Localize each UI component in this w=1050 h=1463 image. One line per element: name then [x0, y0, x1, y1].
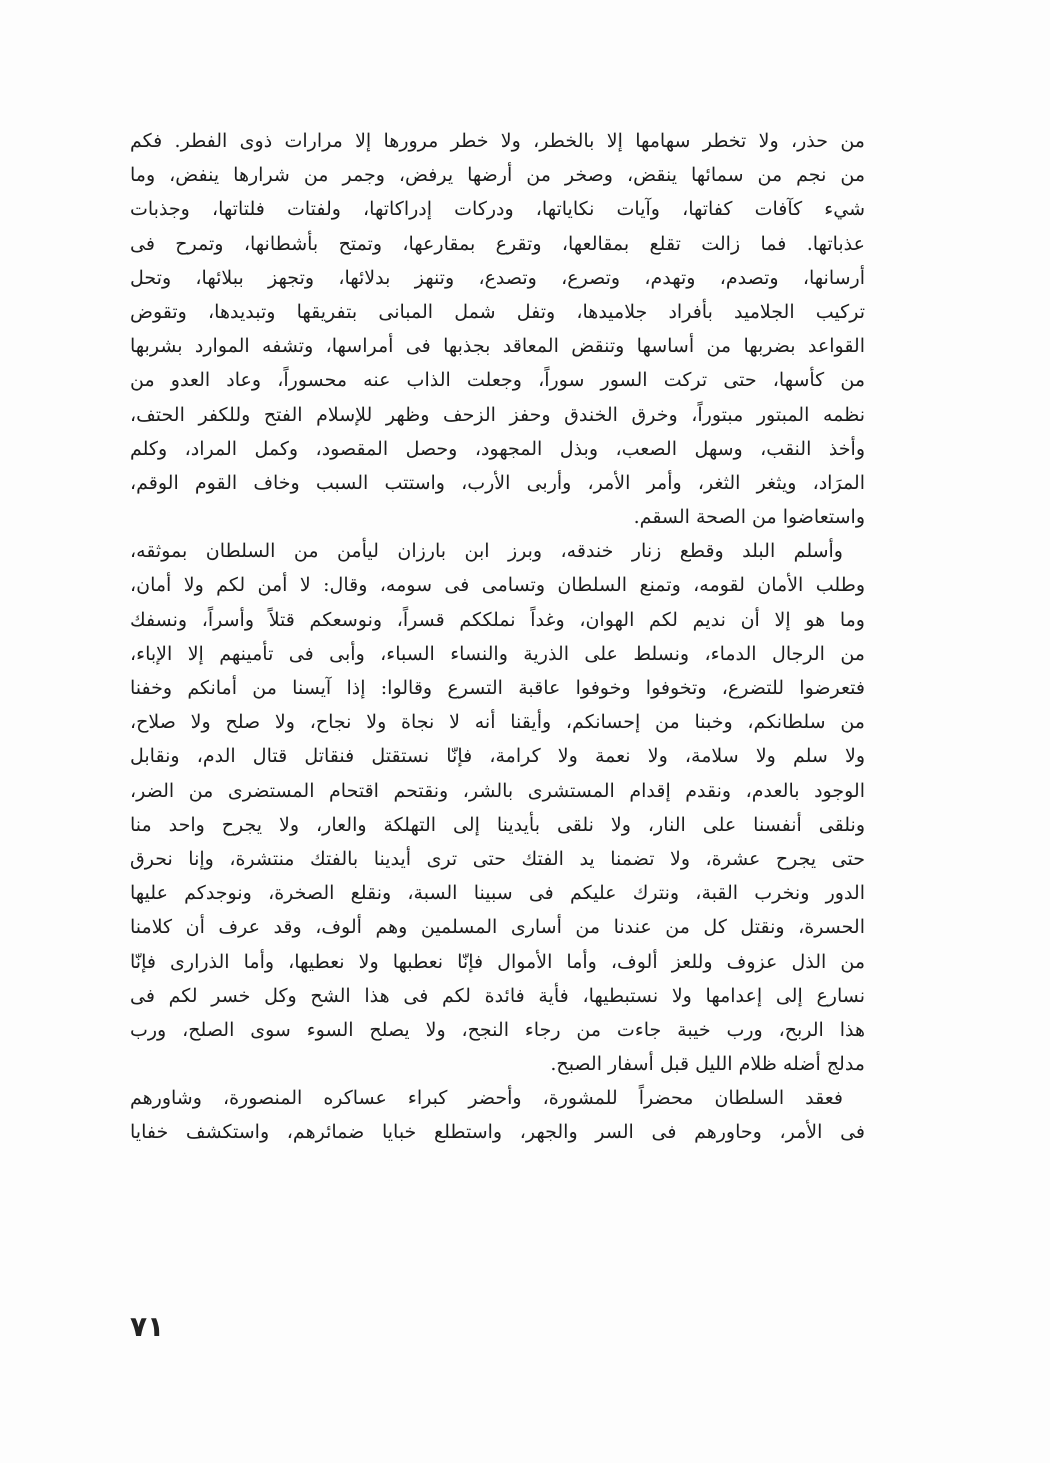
text-line: الوجود بالعدم، ونقدم إقدام المستشرى بالشر، ونقتحم اقتحام المستضرى من الضر،	[130, 779, 865, 802]
text-line: فى الأمر، وحاورهم فى السر والجهر، واستطلع خبايا ضمائرهم، واستكشف خفايا	[130, 1121, 865, 1144]
body-text	[130, 124, 865, 1150]
text-line: واستعاضوا من الصحة السقم.	[633, 506, 865, 529]
text-line: مدلج أضله ظلام الليل قبل أسفار الصبح.	[550, 1053, 865, 1076]
text-line: حتى يجرح عشرة، ولا تضمنا يد الفتك حتى ترى أيدينا بالفتك منتشرة، وإنا نحرق	[130, 847, 865, 870]
text-line: أرسانها، وتصدم، وتهدم، وتصرع، وتصدع، وتنهز بدلائها، وتجهز ببلائها، وتحل	[130, 266, 865, 289]
text-line: ولا سلم ولا سلامة، ولا نعمة ولا كرامة، فإنّا نستقتل فنقاتل قتال الدم، ونقابل	[130, 745, 865, 768]
text-line: وأخذ النقب، وسهل الصعب، وبذل المجهود، وحصل المقصود، وكمل المراد، وكلم	[130, 437, 865, 460]
text-line: من حذر، ولا تخطر سهامها إلا بالخطر، ولا خطر مرورها إلا مرارات ذوى الفطر. فكم	[130, 130, 865, 152]
text-line: شيء كآفات كفاتها، وآيات نكاياتها، ودركات إدراكاتها، ولفتات فلتاتها، وجذبات	[130, 198, 865, 221]
text-line: من سلطانكم، وخبنا من إحسانكم، وأيقنا أنه لا نجاة ولا نجاح، ولا صلح ولا صلاح،	[130, 711, 865, 734]
text-line: من كأسها، حتى تركت السور سوراً، وجعلت الذاب عنه محسوراً، وعاد العدو من	[130, 369, 865, 392]
text-line: المرَاد، ويثغر الثغر، وأمر الأمر، وأربى الأرب، واستتب السبب وخاف القوم الوقم،	[130, 471, 865, 494]
text-line: وطلب الأمان لقومه، وتمنع السلطان وتسامى فى سومه، وقال: لا أمن لكم ولا أمان،	[130, 574, 865, 597]
text-line: تركيب الجلاميد بأفراد جلاميدها، وتفل شمل المبانى بتفريقها وتبديدها، وتقوض	[130, 300, 865, 323]
text-line: القواعد بضربها من أساسها وتنقض المعاقد بجذبها فى أمراسها، وتشفه الموارد بشربها	[130, 335, 865, 358]
text-line: من نجم من سمائها ينقض، وصخر من أرضها يرفض، وجمر من شرارها ينفض، وما	[130, 164, 865, 187]
text-line: من الذل عزوف وللعز ألوف، وأما الأموال فإنّا نعطبها ولا نعطيها، وأما الذرارى فإنّا	[130, 950, 865, 973]
text-line: عذباتها. فما زالت تقلع بمقالعها، وتقرع بمقارعها، وتمتح بأشطانها، وتمرح فى	[130, 232, 865, 255]
text-line: نسارع إلى إعدامها ولا نستبطيها، فأية فائدة لكم فى هذا الشح وكل خسر لكم فى	[130, 984, 865, 1007]
text-line: ونلقى أنفسنا على النار، ولا نلقى بأيدينا إلى التهلكة والعار، ولا يجرح واحد منا	[130, 813, 865, 836]
text-line: وأسلم البلد وقطع زنار خندقه، وبرز ابن بارزان ليأمن من السلطان بموثقه،	[130, 540, 843, 563]
text-line: نظمه المبتور مبتوراً، وخرق الخندق وحفز الزحف وظهر للإسلام الفتح وللكفر الحتف،	[130, 403, 865, 426]
text-line: الحسرة، ونقتل كل من عندنا من أسارى المسلمين وهم ألوف، وقد عرف أن كلامنا	[130, 916, 865, 939]
text-line: فعقد السلطان محضراً للمشورة، وأحضر كبراء عساكره المنصورة، وشاورهم	[130, 1087, 843, 1110]
text-line: وما هو إلا أن نديم لكم الهوان، وغداً نملككم قسراً، ونوسعكم قتلاً وأسراً، ونسفك	[130, 608, 865, 631]
paragraph-2	[130, 534, 865, 1081]
text-line: هذا الربح، ورب خيبة جاءت من رجاء النجح، ولا يصلح السوء سوى الصلح، ورب	[130, 1018, 865, 1041]
paragraph-1	[130, 124, 865, 534]
text-line: فتعرضوا للتضرع، وتخوفوا وخوفوا عاقبة التسرع وقالوا: إذا آيسنا من أمانكم وخفنا	[130, 677, 865, 699]
text-line: من الرجال الدماء، ونسلط على الذرية والنساء السباء، وأبى فى تأمينهم إلا الإباء،	[130, 642, 865, 665]
paragraph-3	[130, 1081, 865, 1149]
page-number: ٧١	[130, 1310, 165, 1343]
text-line: الدور ونخرب القبة، ونترك عليكم فى سبينا السبة، ونقلع الصخرة، ونوجدكم عليها	[130, 882, 866, 905]
